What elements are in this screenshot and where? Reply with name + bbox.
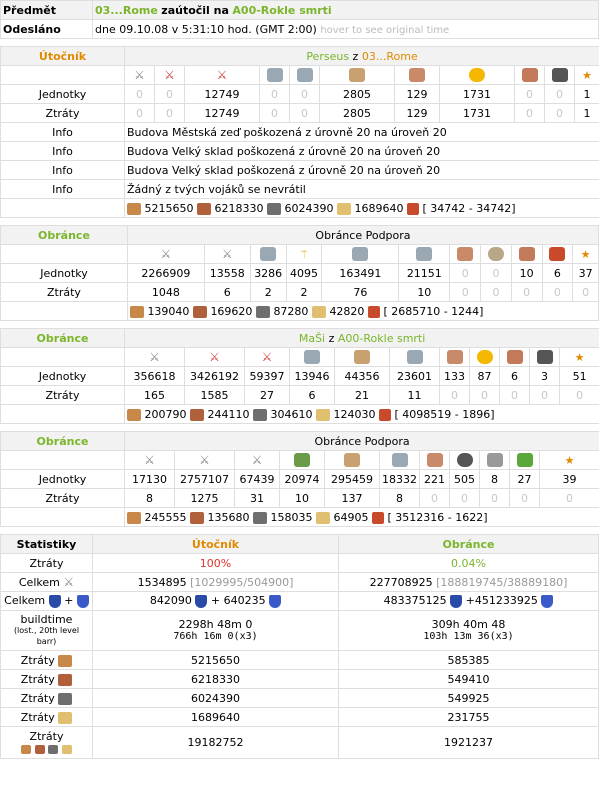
resource-clay: 6218330: [214, 201, 264, 215]
info-text: Budova Městská zeď poškozená z úrovně 20 na úroveň 20: [125, 123, 599, 142]
resource-wood: 245555: [144, 510, 187, 524]
unit-count: 505: [450, 470, 480, 489]
defender-player-cell: [125, 329, 599, 348]
iron-icon: [58, 693, 72, 705]
losses-label: Ztráty: [1, 386, 125, 405]
unit-count: 3286: [250, 264, 286, 283]
unit-count: 27: [510, 470, 540, 489]
unit-noble-icon: [500, 348, 530, 367]
loss-count: 0: [440, 386, 470, 405]
resource-iron: 304610: [270, 407, 313, 421]
unit-count: 87: [470, 367, 500, 386]
unit-heavy-horse-icon: [320, 66, 395, 85]
loss-count: 0: [480, 489, 510, 508]
unit-heavy-horse-icon: [335, 348, 390, 367]
unit-horse-icon: [380, 451, 420, 470]
defender-name: Obránce Podpora: [125, 432, 599, 451]
att-total-loss: 19182752: [93, 727, 339, 759]
subject-label: Předmět: [1, 1, 93, 20]
unit-boulder-icon: [450, 451, 480, 470]
info-label: Info: [1, 180, 125, 199]
unit-count: 3: [530, 367, 560, 386]
units-label: Jednotky: [1, 264, 128, 283]
unit-axe-icon: ⚔: [185, 66, 260, 85]
shield-icon: [49, 595, 61, 608]
att-total-cell: [93, 573, 339, 592]
def-total: 227708925: [369, 575, 433, 589]
unit-spear-icon: ⚔: [127, 245, 204, 264]
units-label: Jednotky: [1, 367, 125, 386]
ztraty-label: Ztráty: [1, 554, 93, 573]
unit-count: 12749: [185, 85, 260, 104]
defender-player-link[interactable]: MaŠi: [298, 331, 326, 345]
resource-clay: 169620: [210, 304, 253, 318]
losses-label: Ztráty: [1, 104, 125, 123]
ztraty-food-label: [1, 708, 93, 727]
clay-icon: [190, 409, 204, 421]
unit-count: 0: [450, 264, 481, 283]
subject-mid: zaútočil na: [161, 3, 229, 17]
buildtime-label: buildtime: [20, 613, 73, 626]
celkem-label: Celkem: [18, 576, 60, 589]
unit-count: 21151: [399, 264, 450, 283]
unit-count: 6: [542, 264, 573, 283]
unit-count: 18332: [380, 470, 420, 489]
loss-count: 0: [573, 283, 599, 302]
loss-count: 10: [280, 489, 325, 508]
resources-row: [125, 199, 599, 218]
ztraty-label: Ztráty: [20, 710, 55, 724]
from-text: z: [328, 331, 335, 345]
unit-staff-icon: ⚚: [286, 245, 322, 264]
def-defense-cell: [339, 592, 599, 611]
loss-count: 8: [125, 489, 175, 508]
att-res-clay: 6218330: [93, 670, 339, 689]
unit-ram-icon: [420, 451, 450, 470]
unit-horse-icon: [322, 245, 399, 264]
sent-label: Odesláno: [1, 20, 93, 39]
unit-count: 39: [540, 470, 599, 489]
stats-attacker-label: Útočník: [93, 535, 339, 554]
loss-count: 0: [481, 283, 512, 302]
loss-count: 0: [560, 386, 599, 405]
unit-sword-icon: ⚔: [125, 348, 185, 367]
unit-horse-icon: [290, 348, 335, 367]
info-text: Žádný z tvých vojáků se nevrátil: [125, 180, 599, 199]
unit-count: 10: [511, 264, 542, 283]
att-res-food: 1689640: [93, 708, 339, 727]
def-total-cell: [339, 573, 599, 592]
unit-count: 2266909: [127, 264, 204, 283]
loss-count: 0: [420, 489, 450, 508]
unit-count: 2805: [320, 85, 395, 104]
iron-icon: [267, 203, 281, 215]
unit-count: 0: [290, 85, 320, 104]
statistics-table: [0, 534, 599, 759]
celkem-label-cell: [1, 573, 93, 592]
unit-count: 67439: [235, 470, 280, 489]
unit-count: 1: [575, 85, 599, 104]
unit-sword-icon: ⚔: [185, 348, 245, 367]
info-label: Info: [1, 123, 125, 142]
report-header: [0, 0, 599, 39]
def-def-a: 483375125: [383, 594, 447, 608]
loss-count: 2: [250, 283, 286, 302]
shield-icon: [195, 595, 207, 608]
iron-icon: [256, 306, 270, 318]
resources-row: [125, 405, 599, 424]
attacker-pct: 100%: [93, 554, 339, 573]
attacker-village-link-2[interactable]: 03...Rome: [361, 49, 418, 63]
loss-count: 0: [511, 283, 542, 302]
def-total-loss: 1921237: [339, 727, 599, 759]
unit-count: 295459: [325, 470, 380, 489]
def-res-food: 231755: [339, 708, 599, 727]
att-res-wood: 5215650: [93, 651, 339, 670]
defender-name: Obránce Podpora: [127, 226, 598, 245]
loss-count: 21: [335, 386, 390, 405]
att-total: 1534895: [137, 575, 187, 589]
sent-value-cell: [93, 20, 599, 39]
loss-count: 8: [380, 489, 420, 508]
ztraty-total-label: [1, 727, 93, 759]
subject-line: [93, 1, 599, 20]
bounty-icon: [368, 306, 380, 318]
loss-count: 12749: [185, 104, 260, 123]
clay-icon: [190, 512, 204, 524]
wood-icon: [127, 409, 141, 421]
shield-icon: [541, 595, 553, 608]
att-buildtime: 2298h 48m 0: [178, 617, 253, 631]
unit-club-icon: ⚔: [125, 451, 175, 470]
unit-star-icon: ★: [573, 245, 599, 264]
food-icon: [316, 409, 330, 421]
unit-horse-icon: [260, 66, 290, 85]
shield-icon: [450, 595, 462, 608]
resources-row: [125, 508, 599, 527]
resource-wood: 139040: [147, 304, 190, 318]
unit-count: 0: [155, 85, 185, 104]
def-buildtime-sub: 103h 13m 36(x3): [423, 630, 514, 642]
loss-count: 0: [530, 386, 560, 405]
iron-icon: [253, 409, 267, 421]
unit-wizard-icon: [542, 245, 573, 264]
unit-horse-icon: [250, 245, 286, 264]
loss-count: 10: [399, 283, 450, 302]
attacker-title: Útočník: [1, 47, 125, 66]
wood-icon: [21, 745, 31, 754]
unit-count: 59397: [245, 367, 290, 386]
stats-title: Statistiky: [1, 535, 93, 554]
unit-count: 17130: [125, 470, 175, 489]
resource-iron: 6024390: [284, 201, 334, 215]
resource-clay: 244110: [207, 407, 250, 421]
unit-noble-icon: [515, 66, 545, 85]
def-total-detail: [188819745/38889180]: [436, 575, 568, 589]
unit-count: 4095: [286, 264, 322, 283]
unit-count: 356618: [125, 367, 185, 386]
unit-count: 3426192: [185, 367, 245, 386]
wood-icon: [58, 655, 72, 667]
loss-count: 31: [235, 489, 280, 508]
unit-sword-icon: ⚔: [125, 66, 155, 85]
unit-wizard-icon: [545, 66, 575, 85]
wood-icon: [127, 512, 141, 524]
attacker-village-link[interactable]: 03...Rome: [95, 3, 158, 17]
sent-value[interactable]: dne 09.10.08 v 5:31:10 hod. (GMT 2:00): [95, 22, 317, 36]
loss-count: 0: [515, 104, 545, 123]
att-def-b: + 640235: [210, 594, 266, 608]
unit-count: 0: [481, 264, 512, 283]
shield-icon: [77, 595, 89, 608]
ztraty-wood-label: [1, 651, 93, 670]
loss-count: 0: [155, 104, 185, 123]
unit-spear-icon: ⚔: [175, 451, 235, 470]
unit-boot-icon: [280, 451, 325, 470]
unit-catapult-icon: [440, 66, 515, 85]
resources-row: [127, 302, 598, 321]
def-buildtime-cell: [339, 611, 599, 651]
info-label: Info: [1, 161, 125, 180]
loss-count: 0: [290, 104, 320, 123]
resource-food: 1689640: [354, 201, 404, 215]
defender-table-1: [0, 225, 599, 321]
resource-wood: 5215650: [144, 201, 194, 215]
def-def-b: +451233925: [465, 594, 538, 608]
unit-count: 13558: [204, 264, 250, 283]
unit-count: 129: [395, 85, 440, 104]
attacker-player-link[interactable]: Perseus: [306, 49, 350, 63]
from-text: z: [352, 49, 359, 63]
unit-ram-icon: [395, 66, 440, 85]
info-label: Info: [1, 142, 125, 161]
unit-count: 8: [480, 470, 510, 489]
clay-icon: [197, 203, 211, 215]
unit-sword-icon: ⚔: [155, 66, 185, 85]
crossed-swords-icon: ⚔: [63, 575, 75, 589]
bounty-value: [ 2685710 - 1244]: [383, 304, 484, 318]
bounty-icon: [379, 409, 391, 421]
def-buildtime: 309h 40m 48: [431, 617, 506, 631]
defender-table-3: [0, 431, 599, 527]
bounty-icon: [372, 512, 384, 524]
unit-catapult-icon: [470, 348, 500, 367]
shield-icon: [269, 595, 281, 608]
loss-count: 0: [450, 283, 481, 302]
wood-icon: [130, 306, 144, 318]
ztraty-label: Ztráty: [29, 729, 64, 743]
att-buildtime-cell: [93, 611, 339, 651]
att-res-iron: 6024390: [93, 689, 339, 708]
info-text: Budova Velký sklad poškozená z úrovně 20 na úroveň 20: [125, 142, 599, 161]
bounty-icon: [407, 203, 419, 215]
loss-count: 0: [540, 489, 599, 508]
unit-wizard-icon: [510, 451, 540, 470]
bounty-value: [ 34742 - 34742]: [422, 201, 516, 215]
unit-sword-icon: ⚔: [204, 245, 250, 264]
buildtime-sub: (lost., 20th level barr): [13, 626, 80, 646]
loss-count: 6: [290, 386, 335, 405]
loss-count: 2805: [320, 104, 395, 123]
food-icon: [58, 712, 72, 724]
loss-count: 76: [322, 283, 399, 302]
celkem-defense-label: [1, 592, 93, 611]
loss-count: 137: [325, 489, 380, 508]
loss-count: 0: [500, 386, 530, 405]
loss-count: 0: [510, 489, 540, 508]
ztraty-iron-label: [1, 689, 93, 708]
defender-title: Obránce: [1, 329, 125, 348]
loss-count: 1: [575, 104, 599, 123]
iron-icon: [48, 745, 58, 754]
unit-wizard-icon: [530, 348, 560, 367]
resource-food: 124030: [333, 407, 376, 421]
clay-icon: [58, 674, 72, 686]
buildtime-label-cell: [1, 611, 93, 651]
loss-count: 6: [204, 283, 250, 302]
loss-count: 1048: [127, 283, 204, 302]
resource-wood: 200790: [144, 407, 187, 421]
unit-count: 0: [515, 85, 545, 104]
unit-star-icon: ★: [540, 451, 599, 470]
resource-iron: 87280: [273, 304, 309, 318]
resource-food: 42820: [329, 304, 365, 318]
defender-table-2: [0, 328, 599, 424]
unit-count: 23601: [390, 367, 440, 386]
food-icon: [337, 203, 351, 215]
unit-noble-icon: [511, 245, 542, 264]
stats-defender-label: Obránce: [339, 535, 599, 554]
target-village-link[interactable]: A00-Rokle smrti: [232, 3, 332, 17]
loss-count: 0: [542, 283, 573, 302]
unit-horse-icon: [325, 451, 380, 470]
units-label: Jednotky: [1, 470, 125, 489]
loss-count: 165: [125, 386, 185, 405]
unit-count: 0: [545, 85, 575, 104]
clay-icon: [35, 745, 45, 754]
hover-hint: hover to see original time: [320, 24, 450, 36]
unit-count: 0: [125, 85, 155, 104]
plus-text: +: [64, 594, 74, 608]
unit-boulder-icon: [481, 245, 512, 264]
unit-count: 163491: [322, 264, 399, 283]
loss-count: 0: [545, 104, 575, 123]
att-total-detail: [1029995/504900]: [190, 575, 294, 589]
def-res-iron: 549925: [339, 689, 599, 708]
unit-star-icon: ★: [560, 348, 599, 367]
info-text: Budova Velký sklad poškozená z úrovně 20 na úroveň 20: [125, 161, 599, 180]
loss-count: 129: [395, 104, 440, 123]
unit-count: 133: [440, 367, 470, 386]
unit-star-icon: ★: [575, 66, 599, 85]
unit-count: 6: [500, 367, 530, 386]
att-defense-cell: [93, 592, 339, 611]
unit-count: 0: [260, 85, 290, 104]
def-res-wood: 585385: [339, 651, 599, 670]
bounty-value: [ 3512316 - 1622]: [387, 510, 488, 524]
unit-count: 13946: [290, 367, 335, 386]
unit-count: 2757107: [175, 470, 235, 489]
loss-count: 1731: [440, 104, 515, 123]
defender-title: Obránce: [1, 226, 128, 245]
defender-title: Obránce: [1, 432, 125, 451]
unit-ram-icon: [440, 348, 470, 367]
ztraty-label: Ztráty: [20, 691, 55, 705]
loss-count: 27: [245, 386, 290, 405]
loss-count: 1275: [175, 489, 235, 508]
resource-iron: 158035: [270, 510, 313, 524]
losses-label: Ztráty: [1, 489, 125, 508]
attacker-player-cell: [125, 47, 599, 66]
ztraty-label: Ztráty: [20, 653, 55, 667]
defender-village-link[interactable]: A00-Rokle smrti: [337, 331, 426, 345]
def-res-clay: 549410: [339, 670, 599, 689]
unit-count: 51: [560, 367, 599, 386]
loss-count: 0: [125, 104, 155, 123]
loss-count: 0: [470, 386, 500, 405]
unit-horse-icon: [290, 66, 320, 85]
unit-noble-icon: [480, 451, 510, 470]
unit-horse-icon: [399, 245, 450, 264]
unit-ram-icon: [450, 245, 481, 264]
unit-count: 37: [573, 264, 599, 283]
units-label: Jednotky: [1, 85, 125, 104]
unit-count: 44356: [335, 367, 390, 386]
ztraty-clay-label: [1, 670, 93, 689]
loss-count: 0: [450, 489, 480, 508]
attacker-table: [0, 46, 599, 218]
unit-count: 1731: [440, 85, 515, 104]
food-icon: [316, 512, 330, 524]
unit-count: 221: [420, 470, 450, 489]
unit-horse-icon: [390, 348, 440, 367]
food-icon: [62, 745, 72, 754]
clay-icon: [193, 306, 207, 318]
ztraty-label: Ztráty: [20, 672, 55, 686]
losses-label: Ztráty: [1, 283, 128, 302]
bounty-value: [ 4098519 - 1896]: [394, 407, 495, 421]
att-buildtime-sub: 766h 16m 0(x3): [173, 630, 258, 642]
att-def-a: 842090: [149, 594, 192, 608]
unit-axe-icon: ⚔: [235, 451, 280, 470]
loss-count: 0: [260, 104, 290, 123]
unit-count: 20974: [280, 470, 325, 489]
food-icon: [312, 306, 326, 318]
wood-icon: [127, 203, 141, 215]
resource-food: 64905: [333, 510, 369, 524]
celkem-label: Celkem: [4, 594, 46, 608]
resource-clay: 135680: [207, 510, 250, 524]
loss-count: 11: [390, 386, 440, 405]
iron-icon: [253, 512, 267, 524]
loss-count: 1585: [185, 386, 245, 405]
unit-axe-icon: ⚔: [245, 348, 290, 367]
loss-count: 2: [286, 283, 322, 302]
defender-pct: 0.04%: [339, 554, 599, 573]
